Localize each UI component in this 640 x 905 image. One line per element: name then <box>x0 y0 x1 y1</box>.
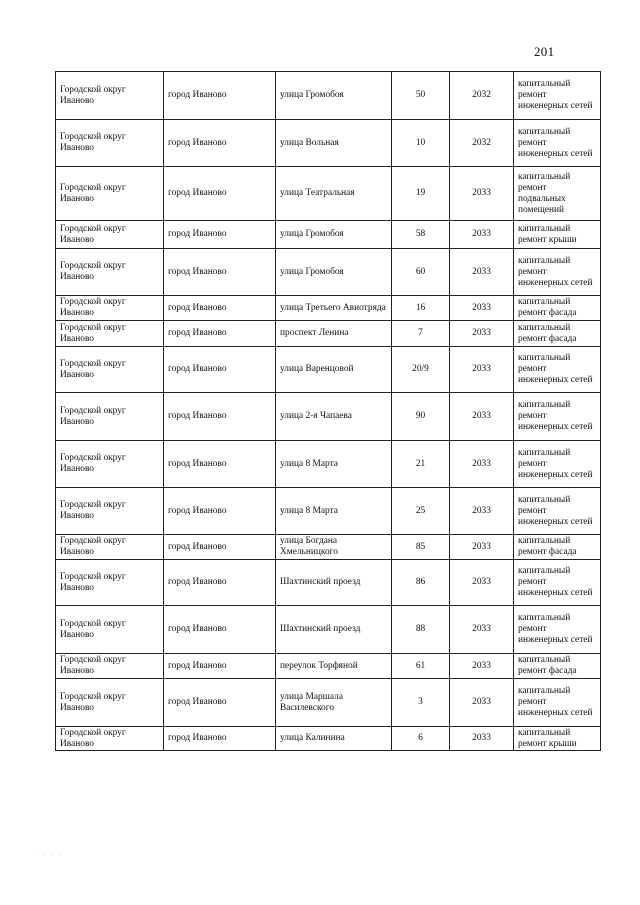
table-row <box>56 654 601 679</box>
district-cell: Городской округ Иваново <box>56 606 164 654</box>
district-cell: Городской округ Иваново <box>56 296 164 321</box>
table-row <box>56 441 601 488</box>
district-cell: Городской округ Иваново <box>56 393 164 441</box>
city-cell: город Иваново <box>164 606 276 654</box>
year-cell: 2033 <box>450 560 514 606</box>
year-cell: 2033 <box>450 727 514 751</box>
year-cell: 2033 <box>450 606 514 654</box>
district-cell: Городской округ Иваново <box>56 727 164 751</box>
city-cell: город Иваново <box>164 221 276 249</box>
street-cell: улица 2-я Чапаева <box>276 393 392 441</box>
work-type-cell: капитальный ремонт инженерных сетей <box>514 679 601 727</box>
table-row <box>56 606 601 654</box>
city-cell: город Иваново <box>164 347 276 393</box>
table-row <box>56 560 601 606</box>
year-cell: 2033 <box>450 167 514 221</box>
table-row <box>56 296 601 321</box>
work-type-cell: капитальный ремонт крыши <box>514 727 601 751</box>
street-cell: улица 8 Марта <box>276 488 392 535</box>
district-cell: Городской округ Иваново <box>56 321 164 347</box>
table-row <box>56 167 601 221</box>
year-cell: 2033 <box>450 347 514 393</box>
city-cell: город Иваново <box>164 488 276 535</box>
house-number-cell: 61 <box>392 654 450 679</box>
year-cell: 2032 <box>450 120 514 167</box>
year-cell: 2032 <box>450 72 514 120</box>
district-cell: Городской округ Иваново <box>56 120 164 167</box>
district-cell: Городской округ Иваново <box>56 488 164 535</box>
city-cell: город Иваново <box>164 120 276 167</box>
table-row <box>56 221 601 249</box>
table-row <box>56 321 601 347</box>
year-cell: 2033 <box>450 221 514 249</box>
work-type-cell: капитальный ремонт крыши <box>514 221 601 249</box>
district-cell: Городской округ Иваново <box>56 249 164 296</box>
district-cell: Городской округ Иваново <box>56 535 164 560</box>
city-cell: город Иваново <box>164 654 276 679</box>
table-row <box>56 347 601 393</box>
table-row <box>56 249 601 296</box>
city-cell: город Иваново <box>164 441 276 488</box>
house-number-cell: 7 <box>392 321 450 347</box>
work-type-cell: капитальный ремонт фасада <box>514 321 601 347</box>
street-cell: улица Вольная <box>276 120 392 167</box>
house-number-cell: 10 <box>392 120 450 167</box>
year-cell: 2033 <box>450 679 514 727</box>
table-row <box>56 488 601 535</box>
table-row <box>56 727 601 751</box>
street-cell: улица Калинина <box>276 727 392 751</box>
house-number-cell: 60 <box>392 249 450 296</box>
year-cell: 2033 <box>450 321 514 347</box>
work-type-cell: капитальный ремонт инженерных сетей <box>514 249 601 296</box>
house-number-cell: 58 <box>392 221 450 249</box>
district-cell: Городской округ Иваново <box>56 679 164 727</box>
house-number-cell: 3 <box>392 679 450 727</box>
city-cell: город Иваново <box>164 393 276 441</box>
house-number-cell: 19 <box>392 167 450 221</box>
street-cell: улица Театральная <box>276 167 392 221</box>
street-cell: переулок Торфяной <box>276 654 392 679</box>
table-row <box>56 120 601 167</box>
city-cell: город Иваново <box>164 167 276 221</box>
work-type-cell: капитальный ремонт инженерных сетей <box>514 72 601 120</box>
work-type-cell: капитальный ремонт инженерных сетей <box>514 488 601 535</box>
street-cell: проспект Ленина <box>276 321 392 347</box>
year-cell: 2033 <box>450 296 514 321</box>
work-type-cell: капитальный ремонт инженерных сетей <box>514 560 601 606</box>
page-number: 201 <box>534 44 555 59</box>
table-row <box>56 679 601 727</box>
work-type-cell: капитальный ремонт инженерных сетей <box>514 347 601 393</box>
district-cell: Городской округ Иваново <box>56 654 164 679</box>
house-number-cell: 21 <box>392 441 450 488</box>
work-type-cell: капитальный ремонт фасада <box>514 296 601 321</box>
house-number-cell: 50 <box>392 72 450 120</box>
house-number-cell: 90 <box>392 393 450 441</box>
year-cell: 2033 <box>450 654 514 679</box>
work-type-cell: капитальный ремонт фасада <box>514 654 601 679</box>
street-cell: улица 8 Марта <box>276 441 392 488</box>
city-cell: город Иваново <box>164 249 276 296</box>
work-type-cell: капитальный ремонт инженерных сетей <box>514 393 601 441</box>
street-cell: улица Третьего Авиотряда <box>276 296 392 321</box>
house-number-cell: 86 <box>392 560 450 606</box>
scan-artifact-marks: · · · · <box>36 852 63 858</box>
repair-schedule-table <box>55 71 601 751</box>
house-number-cell: 16 <box>392 296 450 321</box>
city-cell: город Иваново <box>164 727 276 751</box>
district-cell: Городской округ Иваново <box>56 560 164 606</box>
city-cell: город Иваново <box>164 679 276 727</box>
city-cell: город Иваново <box>164 296 276 321</box>
city-cell: город Иваново <box>164 321 276 347</box>
district-cell: Городской округ Иваново <box>56 221 164 249</box>
district-cell: Городской округ Иваново <box>56 347 164 393</box>
house-number-cell: 6 <box>392 727 450 751</box>
house-number-cell: 20/9 <box>392 347 450 393</box>
year-cell: 2033 <box>450 441 514 488</box>
year-cell: 2033 <box>450 488 514 535</box>
table-row <box>56 535 601 560</box>
house-number-cell: 85 <box>392 535 450 560</box>
work-type-cell: капитальный ремонт инженерных сетей <box>514 441 601 488</box>
street-cell: Шахтинский проезд <box>276 560 392 606</box>
year-cell: 2033 <box>450 535 514 560</box>
street-cell: улица Громобоя <box>276 249 392 296</box>
work-type-cell: капитальный ремонт инженерных сетей <box>514 606 601 654</box>
street-cell: улица Богдана Хмельницкого <box>276 535 392 560</box>
house-number-cell: 88 <box>392 606 450 654</box>
district-cell: Городской округ Иваново <box>56 167 164 221</box>
district-cell: Городской округ Иваново <box>56 441 164 488</box>
street-cell: улица Громобоя <box>276 72 392 120</box>
street-cell: улица Маршала Василевского <box>276 679 392 727</box>
year-cell: 2033 <box>450 393 514 441</box>
street-cell: Шахтинский проезд <box>276 606 392 654</box>
city-cell: город Иваново <box>164 535 276 560</box>
work-type-cell: капитальный ремонт подвальных помещений <box>514 167 601 221</box>
city-cell: город Иваново <box>164 72 276 120</box>
year-cell: 2033 <box>450 249 514 296</box>
house-number-cell: 25 <box>392 488 450 535</box>
table-row <box>56 72 601 120</box>
city-cell: город Иваново <box>164 560 276 606</box>
street-cell: улица Громобоя <box>276 221 392 249</box>
work-type-cell: капитальный ремонт инженерных сетей <box>514 120 601 167</box>
table-row <box>56 393 601 441</box>
work-type-cell: капитальный ремонт фасада <box>514 535 601 560</box>
district-cell: Городской округ Иваново <box>56 72 164 120</box>
street-cell: улица Варенцовой <box>276 347 392 393</box>
